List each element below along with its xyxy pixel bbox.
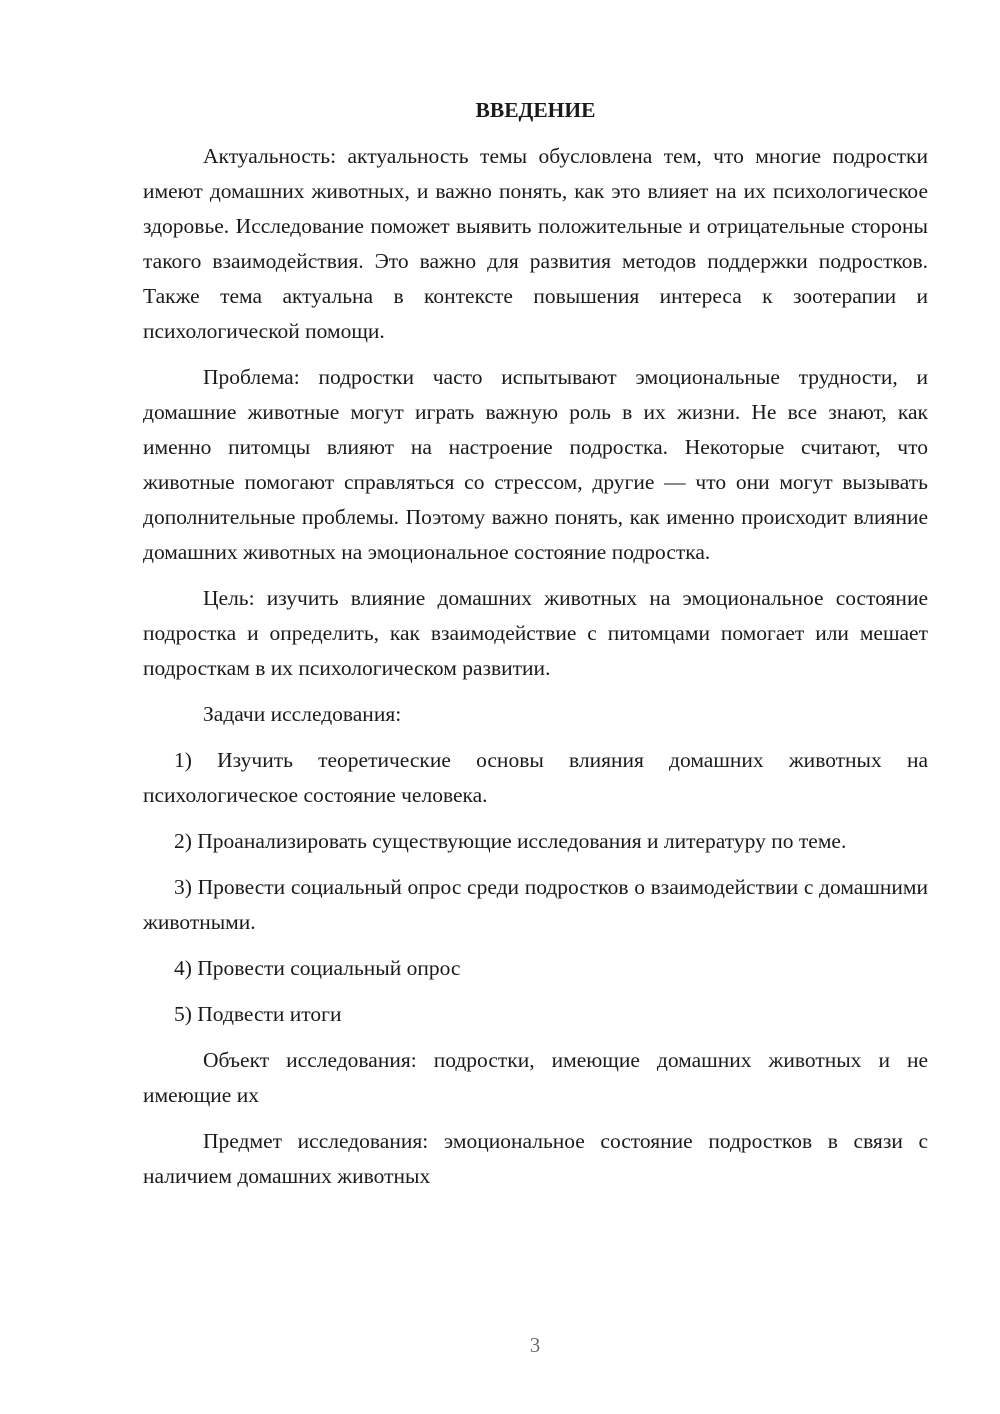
relevance-paragraph: Актуальность: актуальность темы обусловлена тем, что многие подростки имеют домашних животных, и важно понять, как это влияет на их психологическое здоровье. Исследование поможет выявить положительные и отрицательные стороны такого взаимодействия. Это важно для развития методов поддержки подростков. Также тема актуальна в контексте повышения интереса к зоотерапии и психологической помощи. [143,144,928,343]
goal-paragraph: Цель: изучить влияние домашних животных на эмоциональное состояние подростка и определить, как взаимодействие с питомцами помогает или мешает подросткам в их психологическом развитии. [143,586,928,680]
task-item-4: 4) Провести социальный опрос [174,956,461,980]
section-title: ВВЕДЕНИЕ [475,98,596,122]
task-item-3: 3) Провести социальный опрос среди подростков о взаимодействии с домашними животными. [143,875,928,934]
task-item-5: 5) Подвести итоги [174,1002,342,1026]
task-item-2: 2) Проанализировать существующие исследования и литературу по теме. [174,829,847,853]
object-paragraph: Объект исследования: подростки, имеющие домашних животных и не имеющие их [143,1048,928,1107]
document-page [143,95,928,1205]
page-number: 3 [529,1333,541,1357]
subject-paragraph: Предмет исследования: эмоциональное состояние подростков в связи с наличием домашних животных [143,1129,928,1188]
tasks-heading: Задачи исследования: [203,702,402,726]
task-item-1: 1) Изучить теоретические основы влияния домашних животных на психологическое состояние человека. [143,748,928,807]
problem-paragraph: Проблема: подростки часто испытывают эмоциональные трудности, и домашние животные могут играть важную роль в их жизни. Не все знают, как именно питомцы влияют на настроение подростка. Некоторые считают, что животные помогают справляться со стрессом, другие — что они могут вызывать дополнительные проблемы. Поэтому важно понять, как именно происходит влияние домашних животных на эмоциональное состояние подростка. [143,365,928,564]
